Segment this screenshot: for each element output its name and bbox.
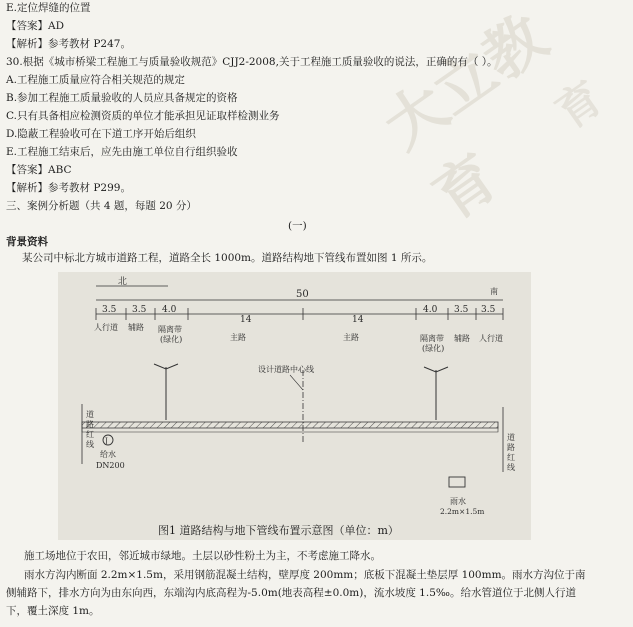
- label-sidewalk-right: 人行道: [479, 334, 503, 343]
- red-line-left: 道: [86, 410, 94, 419]
- svg-text:J: J: [105, 437, 108, 445]
- svg-text:路: 路: [86, 420, 94, 429]
- analysis-line-2: 【解析】参考教材 P299。: [6, 182, 131, 194]
- red-line-right: 道: [507, 433, 515, 442]
- svg-text:路: 路: [507, 443, 515, 452]
- svg-text:线: 线: [86, 440, 94, 449]
- paragraph-site: 施工场地位于农田，邻近城市绿地。土层以砂性粉土为主，不考虑施工降水。: [24, 550, 381, 562]
- label-median-right: 隔离带: [420, 334, 444, 343]
- water-pipe-size: DN200: [96, 461, 125, 470]
- section-title: 三、案例分析题（共 4 题，每题 20 分）: [6, 200, 197, 212]
- figure-caption: 图1 道路结构与地下管线布置示意图（单位：m）: [158, 524, 399, 537]
- south-label: 南: [490, 287, 498, 296]
- dim-left-1: 3.5: [102, 305, 117, 315]
- dim-left-2: 3.5: [132, 305, 147, 315]
- svg-text:红: 红: [86, 430, 94, 439]
- label-median-left: 隔离带: [158, 325, 182, 334]
- section-heading: 背景资料: [6, 236, 48, 248]
- dim-left-4: 14: [240, 315, 252, 325]
- option-c: C.只有具备相应检测资质的单位才能承担见证取样检测业务: [6, 110, 280, 122]
- label-aux-right: 辅路: [454, 334, 470, 343]
- watermark-text: 大立教育: [371, 2, 560, 234]
- rain-size: 2.2m×1.5m: [440, 507, 485, 516]
- case-number: (一): [288, 220, 307, 232]
- rain-culvert: [449, 477, 465, 487]
- intro-text: 某公司中标北方城市道路工程，道路全长 1000m。道路结构地下管线布置如图 1 所示。: [22, 252, 433, 264]
- road-surface: [82, 422, 498, 428]
- label-main-left: 主路: [230, 333, 246, 342]
- dim-left-3: 4.0: [162, 305, 177, 315]
- dim-right-2: 4.0: [423, 305, 438, 315]
- label-main-right: 主路: [343, 333, 359, 342]
- option-a: A.工程施工质量应符合相关规范的规定: [6, 74, 185, 86]
- paragraph-rain-culvert: 雨水方沟内断面 2.2m×1.5m，采用钢筋混凝土结构，壁厚度 200mm；底板下混凝土垫层厚 100mm。雨水方沟位于南侧辅路下，排水方向为由东向西，东端沟内底高程为-5.0m(地表高程±0.0m)，流水坡度 1.5‰。给水管道位于北侧人行道下，覆土深度 1m。: [6, 569, 586, 617]
- label-median-left-2: (绿化): [160, 335, 183, 344]
- watermark-text-2: 育: [546, 72, 613, 140]
- centerline-label: 设计道路中心线: [258, 365, 314, 374]
- water-pipe-label: 给水: [100, 450, 116, 459]
- svg-text:线: 线: [507, 463, 515, 472]
- dim-right-1: 14: [352, 315, 364, 325]
- label-sidewalk-left: 人行道: [94, 323, 118, 332]
- label-median-right-2: (绿化): [422, 344, 445, 353]
- answer-line: 【答案】AD: [6, 20, 65, 32]
- option-e-prev: E.定位焊缝的位置: [6, 2, 91, 14]
- analysis-line: 【解析】参考教材 P247。: [6, 38, 131, 50]
- road-cross-section-figure: [58, 272, 531, 540]
- total-width: 50: [296, 289, 309, 300]
- dim-right-3: 3.5: [454, 305, 469, 315]
- north-label: 北: [118, 277, 128, 287]
- option-d: D.隐蔽工程验收可在下道工序开始后组织: [6, 128, 196, 140]
- label-aux-left: 辅路: [128, 323, 144, 332]
- option-b: B.参加工程施工质量验收的人员应具备规定的资格: [6, 92, 238, 104]
- answer-line-2: 【答案】ABC: [6, 164, 72, 176]
- dim-right-4: 3.5: [481, 305, 496, 315]
- svg-text:红: 红: [507, 453, 515, 462]
- rain-label: 雨水: [450, 497, 466, 506]
- option-e: E.工程施工结束后，应先由施工单位自行组织验收: [6, 146, 238, 158]
- question-30: 30.根据《城市桥梁工程施工与质量验收规范》CJJ2-2008,关于工程施工质量验收的说法，正确的有（ ）。: [6, 56, 498, 68]
